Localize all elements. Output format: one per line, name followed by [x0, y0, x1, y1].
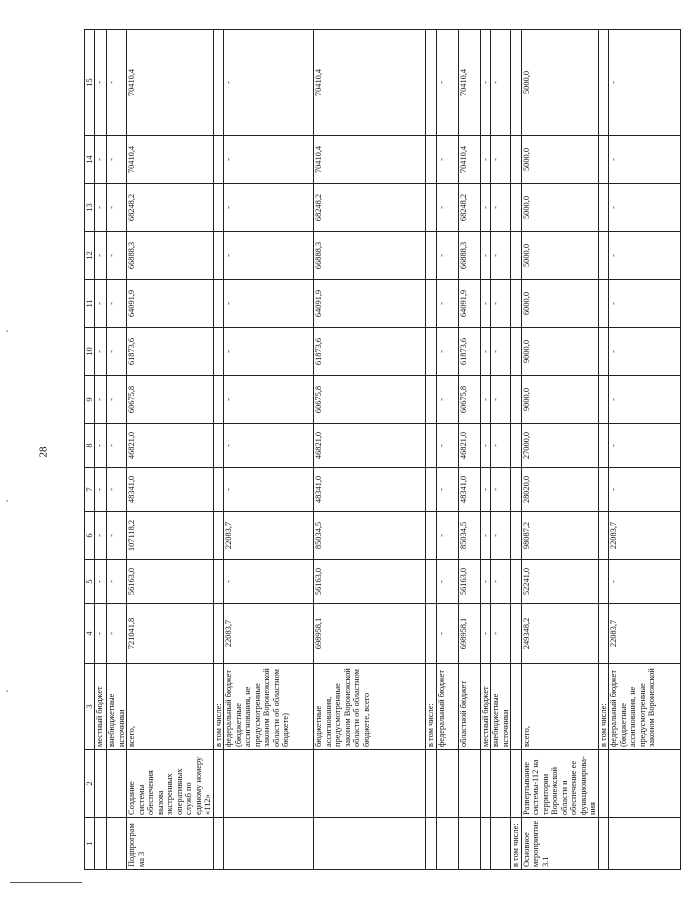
value-cell — [511, 468, 521, 512]
table-row — [314, 30, 426, 870]
program-cell — [224, 818, 314, 870]
value-cell — [426, 280, 436, 328]
value-cell: - — [609, 232, 681, 280]
value-cell — [213, 328, 223, 376]
value-cell: - — [95, 184, 107, 232]
table-row — [436, 30, 458, 870]
value-cell: 60675,8 — [314, 376, 426, 424]
value-cell: - — [224, 136, 314, 184]
column-number: 12 — [85, 232, 95, 280]
title-cell — [426, 750, 436, 818]
value-cell: 70410,4 — [314, 30, 426, 136]
value-cell: - — [609, 280, 681, 328]
value-cell: 61873,6 — [458, 328, 480, 376]
value-cell: - — [436, 424, 458, 468]
title-cell — [609, 750, 681, 818]
title-cell — [224, 750, 314, 818]
value-cell: - — [107, 512, 127, 560]
title-cell: Создание системы обеспечения вызова экстренных оперативных служб по единому номеру «112» — [127, 750, 213, 818]
source-cell: всего, — [521, 664, 598, 750]
value-cell: 64091,9 — [314, 280, 426, 328]
value-cell: - — [224, 468, 314, 512]
value-cell: - — [480, 328, 490, 376]
table-row — [598, 30, 608, 870]
value-cell: 249348,2 — [521, 604, 598, 664]
column-number: 10 — [85, 328, 95, 376]
value-cell — [598, 604, 608, 664]
table-row — [224, 30, 314, 870]
value-cell: 56163,0 — [127, 560, 213, 604]
header-row — [85, 30, 95, 870]
value-cell: - — [480, 280, 490, 328]
value-cell: 46821,0 — [127, 424, 213, 468]
value-cell: 66888,3 — [127, 232, 213, 280]
value-cell: - — [95, 560, 107, 604]
value-cell: - — [107, 232, 127, 280]
value-cell: - — [609, 560, 681, 604]
source-cell: в том числе: — [598, 664, 608, 750]
program-cell — [436, 818, 458, 870]
value-cell — [213, 232, 223, 280]
value-cell: - — [491, 512, 511, 560]
value-cell: - — [480, 560, 490, 604]
value-cell: 70410,4 — [458, 136, 480, 184]
title-cell — [213, 750, 223, 818]
source-cell: всего, — [127, 664, 213, 750]
value-cell: - — [436, 328, 458, 376]
table-row — [511, 30, 521, 870]
value-cell — [598, 512, 608, 560]
table-row — [491, 30, 511, 870]
value-cell: 9000,0 — [521, 376, 598, 424]
table-row — [480, 30, 490, 870]
value-cell: 61873,6 — [127, 328, 213, 376]
value-cell: - — [491, 184, 511, 232]
value-cell — [426, 184, 436, 232]
table-row — [107, 30, 127, 870]
value-cell — [426, 468, 436, 512]
value-cell — [511, 232, 521, 280]
value-cell: - — [107, 280, 127, 328]
value-cell: - — [436, 468, 458, 512]
value-cell: - — [491, 280, 511, 328]
value-cell: 48341,0 — [458, 468, 480, 512]
value-cell: 85034,5 — [458, 512, 480, 560]
value-cell — [511, 280, 521, 328]
value-cell: - — [95, 280, 107, 328]
value-cell: 70410,4 — [127, 136, 213, 184]
value-cell — [598, 232, 608, 280]
value-cell — [426, 376, 436, 424]
value-cell: - — [224, 560, 314, 604]
source-cell: местный бюджет — [480, 664, 490, 750]
value-cell: - — [609, 184, 681, 232]
program-cell — [426, 818, 436, 870]
value-cell — [426, 30, 436, 136]
value-cell: 60675,8 — [458, 376, 480, 424]
table-row — [458, 30, 480, 870]
column-number: 15 — [85, 30, 95, 136]
value-cell: - — [107, 468, 127, 512]
value-cell: - — [480, 604, 490, 664]
value-cell: - — [224, 280, 314, 328]
value-cell: - — [107, 328, 127, 376]
source-cell: местный бюджет — [95, 664, 107, 750]
value-cell: 6000,0 — [521, 280, 598, 328]
value-cell — [598, 328, 608, 376]
value-cell: 698958,1 — [458, 604, 480, 664]
value-cell: - — [107, 424, 127, 468]
value-cell — [213, 280, 223, 328]
value-cell — [426, 512, 436, 560]
program-cell — [491, 818, 511, 870]
value-cell: 60675,8 — [127, 376, 213, 424]
scan-mark — [6, 690, 8, 692]
value-cell — [511, 376, 521, 424]
column-number: 14 — [85, 136, 95, 184]
value-cell: 5000,0 — [521, 184, 598, 232]
value-cell: - — [107, 30, 127, 136]
value-cell: - — [436, 136, 458, 184]
value-cell: 68248,2 — [127, 184, 213, 232]
value-cell — [598, 424, 608, 468]
value-cell: - — [107, 184, 127, 232]
value-cell: - — [491, 30, 511, 136]
value-cell: - — [491, 560, 511, 604]
value-cell: 5000,0 — [521, 232, 598, 280]
table-row — [213, 30, 223, 870]
source-cell: в том числе: — [426, 664, 436, 750]
source-cell: внебюджетные источники — [107, 664, 127, 750]
value-cell — [213, 604, 223, 664]
value-cell: - — [480, 468, 490, 512]
column-number: 13 — [85, 184, 95, 232]
column-number: 1 — [85, 818, 95, 870]
value-cell: 27000,0 — [521, 424, 598, 468]
value-cell — [426, 232, 436, 280]
value-cell: 698958,1 — [314, 604, 426, 664]
table-row — [95, 30, 107, 870]
value-cell: - — [436, 560, 458, 604]
value-cell: - — [436, 604, 458, 664]
source-cell: бюджетные ассигнования, предусмотренные законом Воронежской области об областном бюджете, всего — [314, 664, 426, 750]
value-cell: 22083,7 — [224, 604, 314, 664]
value-cell — [511, 560, 521, 604]
value-cell: 46821,0 — [314, 424, 426, 468]
value-cell — [598, 280, 608, 328]
value-cell: - — [436, 512, 458, 560]
column-number: 11 — [85, 280, 95, 328]
value-cell — [213, 560, 223, 604]
value-cell — [511, 30, 521, 136]
table-row — [127, 30, 213, 870]
title-cell — [314, 750, 426, 818]
value-cell: 70410,4 — [127, 30, 213, 136]
value-cell: - — [436, 30, 458, 136]
value-cell: 22083,7 — [609, 604, 681, 664]
value-cell: - — [107, 604, 127, 664]
scan-mark — [6, 500, 8, 502]
value-cell: 22083,7 — [224, 512, 314, 560]
value-cell: 56163,0 — [458, 560, 480, 604]
value-cell: - — [95, 512, 107, 560]
value-cell — [213, 512, 223, 560]
value-cell: - — [436, 184, 458, 232]
value-cell: 70410,4 — [314, 136, 426, 184]
value-cell — [426, 328, 436, 376]
value-cell: - — [491, 328, 511, 376]
value-cell: - — [224, 184, 314, 232]
source-cell: внебюджетные источники — [491, 664, 511, 750]
table-body — [85, 30, 681, 870]
program-cell — [609, 818, 681, 870]
value-cell — [598, 560, 608, 604]
rotated-table-container — [84, 32, 657, 870]
value-cell: - — [107, 560, 127, 604]
title-cell — [511, 750, 521, 818]
value-cell: 28020,0 — [521, 468, 598, 512]
value-cell: 5000,0 — [521, 30, 598, 136]
value-cell: - — [95, 376, 107, 424]
value-cell — [511, 604, 521, 664]
value-cell: 64091,9 — [458, 280, 480, 328]
value-cell — [511, 512, 521, 560]
value-cell: - — [224, 328, 314, 376]
program-cell: в том числе: — [511, 818, 521, 870]
value-cell: - — [480, 424, 490, 468]
value-cell: 48341,0 — [127, 468, 213, 512]
value-cell: 56163,0 — [314, 560, 426, 604]
program-cell — [480, 818, 490, 870]
value-cell — [511, 184, 521, 232]
value-cell: 70410,4 — [458, 30, 480, 136]
value-cell: - — [95, 424, 107, 468]
program-cell — [458, 818, 480, 870]
title-cell — [436, 750, 458, 818]
value-cell — [213, 424, 223, 468]
value-cell: 85034,5 — [314, 512, 426, 560]
value-cell: - — [436, 232, 458, 280]
source-cell: федеральный бюджет (бюджетные ассигнования, не предусмотренные законом Воронежской области об областном бюджете) — [224, 664, 314, 750]
value-cell — [598, 30, 608, 136]
table-row — [426, 30, 436, 870]
value-cell: - — [491, 136, 511, 184]
value-cell: 46821,0 — [458, 424, 480, 468]
value-cell — [598, 468, 608, 512]
table-row — [609, 30, 681, 870]
source-cell: федеральный бюджет (бюджетные ассигнования, не предусмотренные законом Воронежской — [609, 664, 681, 750]
page-number: 28 — [37, 446, 50, 458]
value-cell — [598, 184, 608, 232]
value-cell: - — [436, 376, 458, 424]
value-cell: 52241,0 — [521, 560, 598, 604]
value-cell: - — [107, 376, 127, 424]
program-cell — [213, 818, 223, 870]
value-cell — [426, 560, 436, 604]
value-cell: - — [609, 136, 681, 184]
value-cell: 66888,3 — [314, 232, 426, 280]
budget-table — [84, 29, 681, 870]
value-cell — [598, 376, 608, 424]
table-row — [521, 30, 598, 870]
program-cell — [598, 818, 608, 870]
value-cell — [213, 184, 223, 232]
value-cell — [213, 136, 223, 184]
value-cell: - — [480, 184, 490, 232]
value-cell: 68248,2 — [458, 184, 480, 232]
value-cell: 721041,8 — [127, 604, 213, 664]
program-cell — [314, 818, 426, 870]
column-number: 5 — [85, 560, 95, 604]
value-cell — [213, 468, 223, 512]
value-cell: - — [480, 376, 490, 424]
value-cell: - — [224, 30, 314, 136]
column-number: 4 — [85, 604, 95, 664]
value-cell: - — [95, 604, 107, 664]
source-cell: областной бюджет — [458, 664, 480, 750]
source-cell: федеральный бюджет — [436, 664, 458, 750]
value-cell: 22083,7 — [609, 512, 681, 560]
footnote-rule — [10, 882, 82, 883]
value-cell: - — [491, 376, 511, 424]
title-cell — [107, 750, 127, 818]
value-cell: 66888,3 — [458, 232, 480, 280]
program-cell: Подпрограмма 3 — [127, 818, 213, 870]
value-cell: - — [107, 136, 127, 184]
title-cell — [480, 750, 490, 818]
value-cell: - — [491, 468, 511, 512]
title-cell — [598, 750, 608, 818]
value-cell: - — [609, 30, 681, 136]
column-number: 7 — [85, 468, 95, 512]
column-number: 3 — [85, 664, 95, 750]
value-cell: - — [95, 328, 107, 376]
value-cell: 107118,2 — [127, 512, 213, 560]
value-cell: - — [95, 468, 107, 512]
title-cell — [491, 750, 511, 818]
title-cell: Развертывание системы-112 на территории Воронежской области и обеспечение ее функционирова-ния — [521, 750, 598, 818]
value-cell: - — [491, 232, 511, 280]
value-cell: - — [95, 30, 107, 136]
value-cell: - — [95, 232, 107, 280]
value-cell — [213, 30, 223, 136]
value-cell — [511, 136, 521, 184]
value-cell: - — [609, 424, 681, 468]
value-cell: - — [609, 468, 681, 512]
title-cell — [458, 750, 480, 818]
value-cell: - — [480, 232, 490, 280]
value-cell — [426, 136, 436, 184]
value-cell: - — [609, 376, 681, 424]
value-cell: - — [609, 328, 681, 376]
program-cell: Основное мероприятие 3.1 — [521, 818, 598, 870]
column-number: 8 — [85, 424, 95, 468]
source-cell — [511, 664, 521, 750]
value-cell: - — [480, 136, 490, 184]
value-cell — [598, 136, 608, 184]
value-cell: 98087,2 — [521, 512, 598, 560]
value-cell: - — [224, 424, 314, 468]
column-number: 2 — [85, 750, 95, 818]
value-cell — [213, 376, 223, 424]
value-cell: 48341,0 — [314, 468, 426, 512]
value-cell: - — [491, 424, 511, 468]
value-cell — [426, 424, 436, 468]
column-number: 9 — [85, 376, 95, 424]
column-number: 6 — [85, 512, 95, 560]
value-cell — [426, 604, 436, 664]
value-cell: 5000,0 — [521, 136, 598, 184]
value-cell: 61873,6 — [314, 328, 426, 376]
value-cell: - — [491, 604, 511, 664]
value-cell — [511, 424, 521, 468]
scan-mark — [6, 330, 8, 332]
title-cell — [95, 750, 107, 818]
value-cell: 64091,9 — [127, 280, 213, 328]
value-cell: 9000,0 — [521, 328, 598, 376]
value-cell: - — [95, 136, 107, 184]
value-cell: - — [480, 512, 490, 560]
program-cell — [107, 818, 127, 870]
value-cell: - — [224, 376, 314, 424]
value-cell: - — [436, 280, 458, 328]
value-cell — [511, 328, 521, 376]
value-cell: - — [224, 232, 314, 280]
program-cell — [95, 818, 107, 870]
value-cell: 68248,2 — [314, 184, 426, 232]
source-cell: в том числе: — [213, 664, 223, 750]
value-cell: - — [480, 30, 490, 136]
